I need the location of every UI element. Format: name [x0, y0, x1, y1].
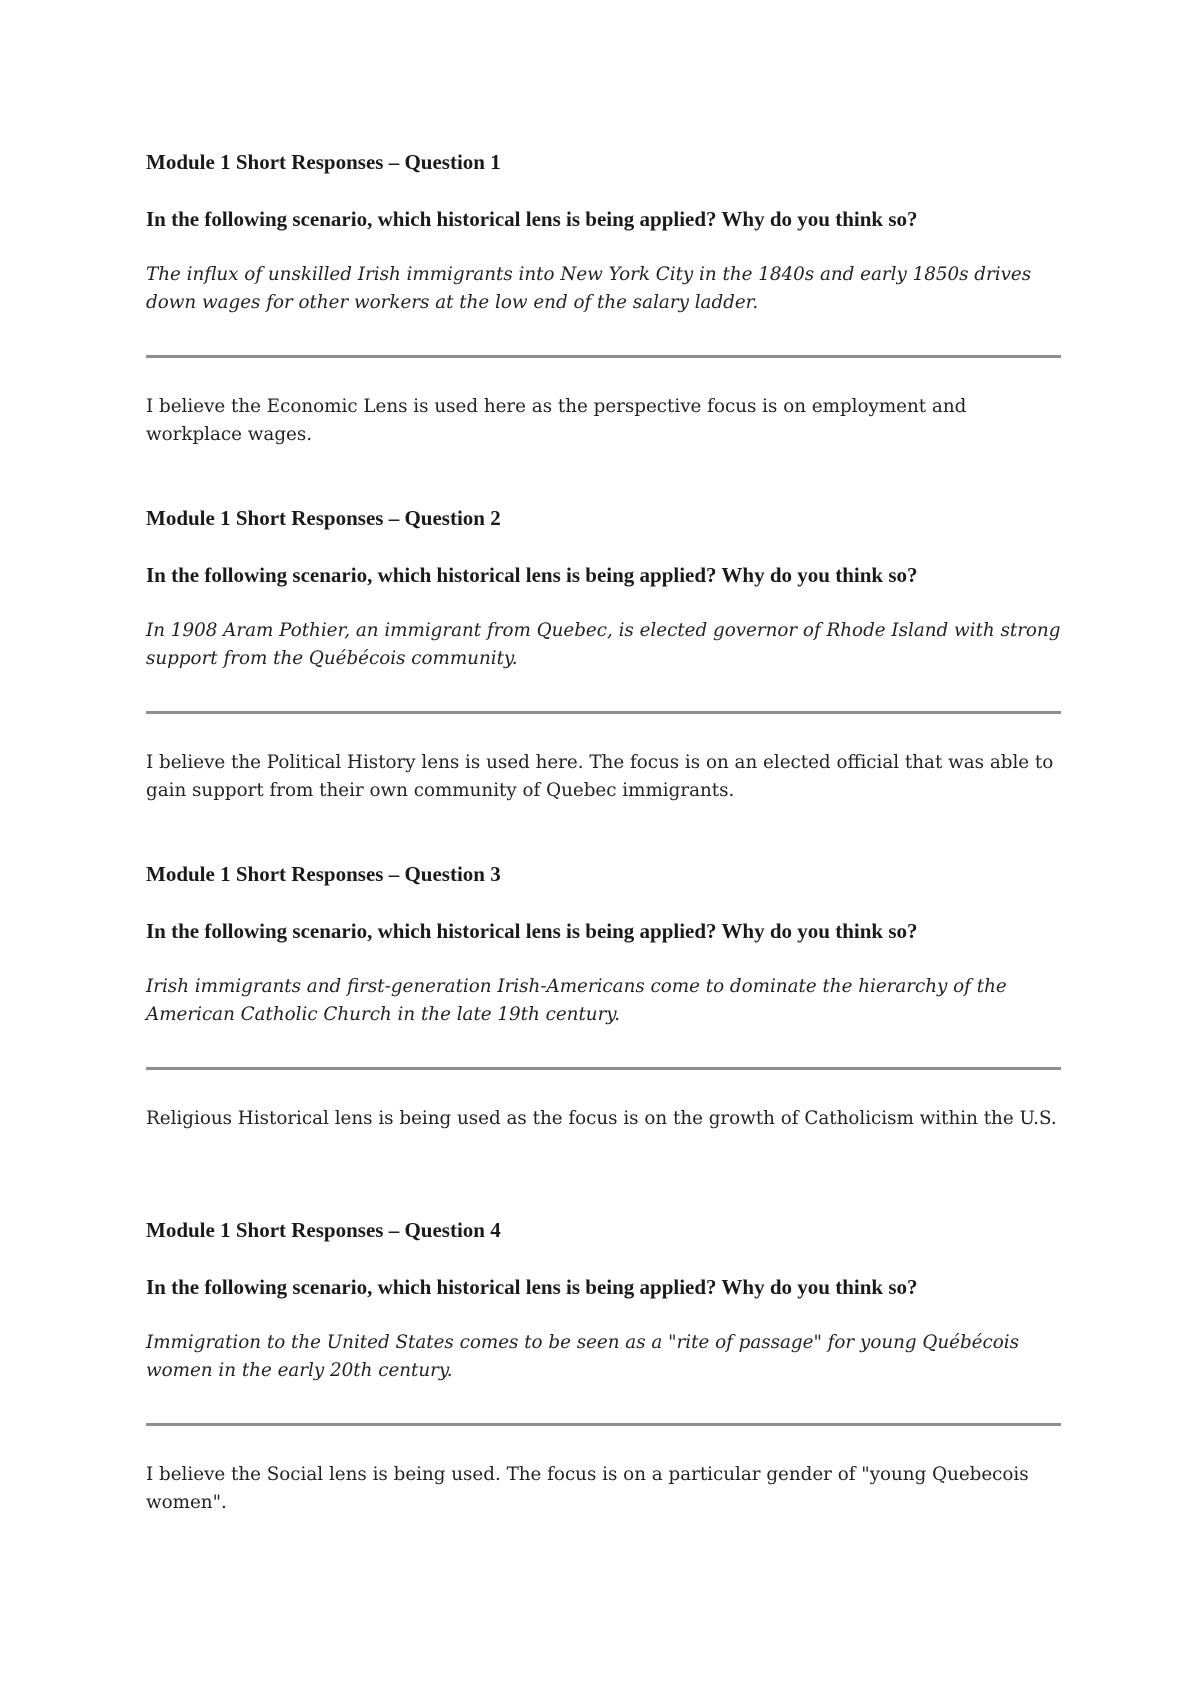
question-prompt: In the following scenario, which historical lens is being applied? Why do you think so?	[146, 1275, 918, 1299]
question-section-3	[146, 860, 1061, 1200]
horizontal-divider	[146, 711, 1061, 714]
answer-text: I believe the Economic Lens is used here as the perspective focus is on employment and workplace wages.	[146, 396, 967, 445]
question-prompt: In the following scenario, which historical lens is being applied? Why do you think so?	[146, 563, 918, 587]
scenario-text: Irish immigrants and first-generation Irish-Americans come to dominate the hierarchy of the American Catholic Church in the late 19th century.	[146, 976, 1007, 1025]
scenario-text: Immigration to the United States comes to be seen as a "rite of passage" for young Québécois women in the early 20th century.	[146, 1332, 1019, 1381]
scenario-text: The influx of unskilled Irish immigrants into New York City in the 1840s and early 1850s drives down wages for other workers at the low end of the salary ladder.	[146, 264, 1032, 313]
answer-text: Religious Historical lens is being used as the focus is on the growth of Catholicism within the U.S.	[146, 1108, 1057, 1129]
answer-text: I believe the Social lens is being used. The focus is on a particular gender of "young Quebecois women".	[146, 1464, 1029, 1513]
horizontal-divider	[146, 1067, 1061, 1070]
answer-text: I believe the Political History lens is used here. The focus is on an elected official that was able to gain support from their own community of Quebec immigrants.	[146, 752, 1054, 801]
horizontal-divider	[146, 355, 1061, 358]
question-section-2	[146, 504, 1061, 844]
question-heading: Module 1 Short Responses – Question 4	[146, 1218, 501, 1242]
question-prompt: In the following scenario, which historical lens is being applied? Why do you think so?	[146, 919, 918, 943]
question-heading: Module 1 Short Responses – Question 2	[146, 506, 501, 530]
question-section-1	[146, 148, 1061, 488]
question-heading: Module 1 Short Responses – Question 1	[146, 150, 501, 174]
question-prompt: In the following scenario, which historical lens is being applied? Why do you think so?	[146, 207, 918, 231]
horizontal-divider	[146, 1423, 1061, 1426]
question-section-4	[146, 1216, 1061, 1556]
scenario-text: In 1908 Aram Pothier, an immigrant from Quebec, is elected governor of Rhode Island with strong support from the Québécois community.	[146, 620, 1061, 669]
question-heading: Module 1 Short Responses – Question 3	[146, 862, 501, 886]
